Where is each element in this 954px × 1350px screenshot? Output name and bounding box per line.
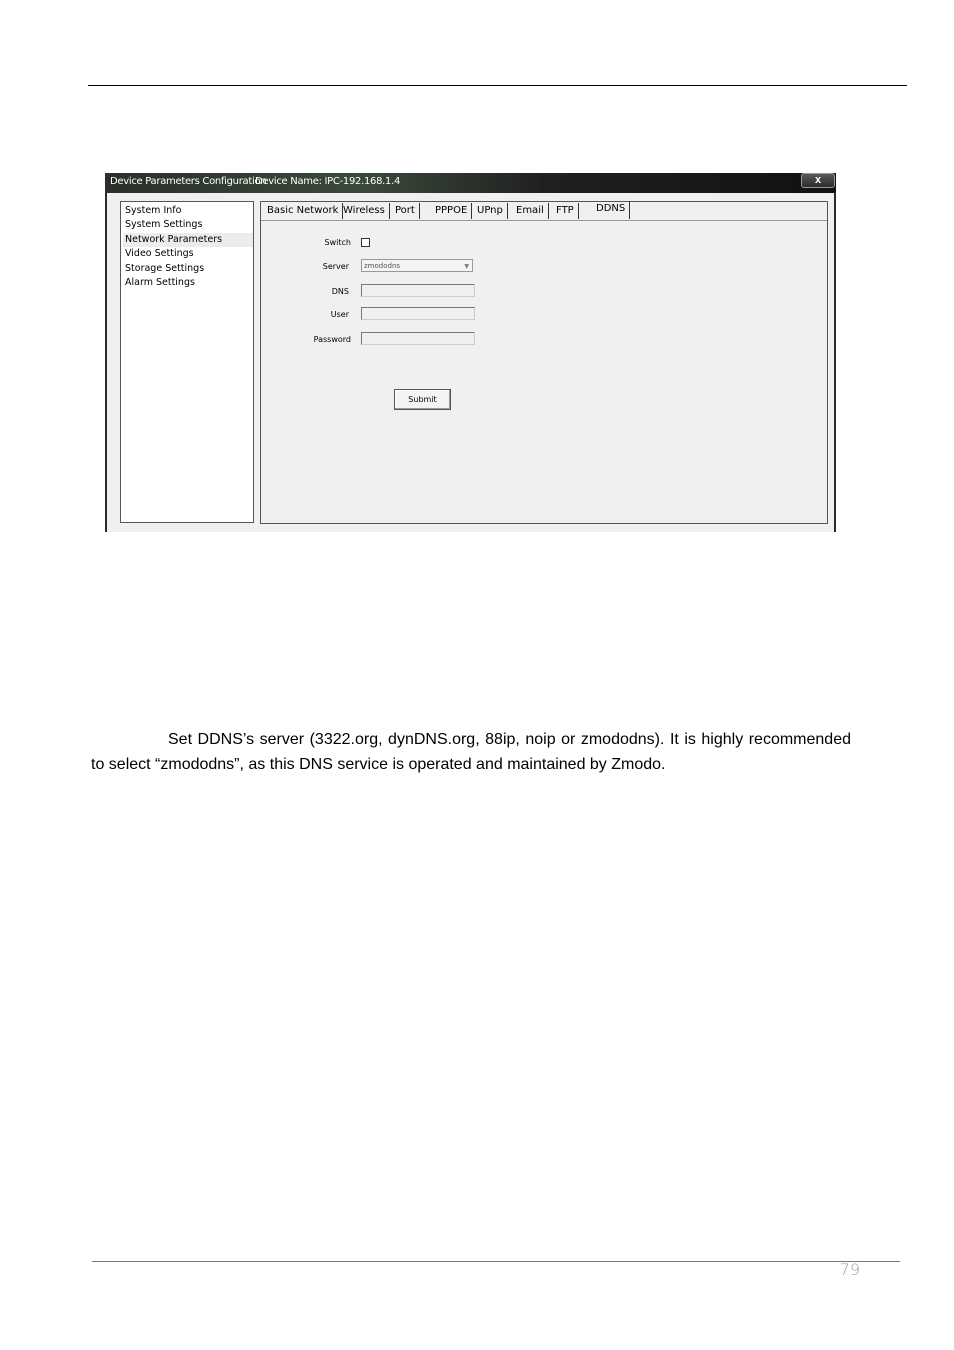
user-label: User (330, 310, 349, 319)
footer-rule (92, 1261, 900, 1262)
ddns-description: Set DDNS’s server (3322.org, dynDNS.org, 88ip, noip or zmododns). It is highly recommended to select “zmododns”, as this DNS service is operated and maintained by Zmodo. (91, 731, 851, 773)
tab-port[interactable]: Port (391, 203, 420, 219)
tab-strip (261, 203, 827, 220)
tab-wireless[interactable]: Wireless (339, 203, 390, 219)
ddns-panel (260, 201, 828, 524)
password-label: Password (313, 335, 351, 344)
chevron-down-icon: ▼ (464, 263, 469, 270)
password-input[interactable] (361, 332, 475, 345)
switch-checkbox[interactable] (361, 238, 370, 247)
server-select[interactable] (361, 259, 473, 272)
device-config-dialog (105, 173, 836, 532)
tab-pppoe[interactable]: PPPOE (431, 203, 472, 219)
tab-email[interactable]: Email (512, 203, 549, 219)
user-input[interactable] (361, 307, 475, 320)
submit-button[interactable]: Submit (394, 389, 451, 410)
server-select-value: zmododns (364, 262, 401, 270)
server-label: Server (322, 262, 349, 271)
header-rule (88, 85, 907, 86)
tree-item-storage-settings[interactable]: Storage Settings (125, 263, 205, 274)
tree-item-network-parameters[interactable]: Network Parameters (123, 233, 253, 247)
tree-item-system-info[interactable]: System Info (125, 205, 182, 216)
switch-label: Switch (324, 238, 351, 247)
tab-ftp[interactable]: FTP (552, 203, 579, 219)
tree-item-alarm-settings[interactable]: Alarm Settings (125, 277, 195, 288)
tab-ddns[interactable]: DDNS (591, 201, 630, 219)
tab-upnp[interactable]: UPnp (473, 203, 508, 219)
close-button[interactable]: x (801, 173, 835, 188)
tab-underline (261, 220, 827, 221)
device-name-label: Device Name: IPC-192.168.1.4 (255, 176, 401, 187)
dns-label: DNS (331, 287, 349, 296)
dns-input[interactable] (361, 284, 475, 297)
dialog-title: Device Parameters Configuration (110, 176, 267, 187)
tree-item-video-settings[interactable]: Video Settings (125, 248, 194, 259)
tab-basic-network[interactable]: Basic Network (263, 203, 343, 219)
settings-tree (120, 201, 254, 523)
tree-item-system-settings[interactable]: System Settings (125, 219, 203, 230)
dialog-titlebar (105, 173, 836, 193)
page-number: 79 (839, 1260, 860, 1279)
